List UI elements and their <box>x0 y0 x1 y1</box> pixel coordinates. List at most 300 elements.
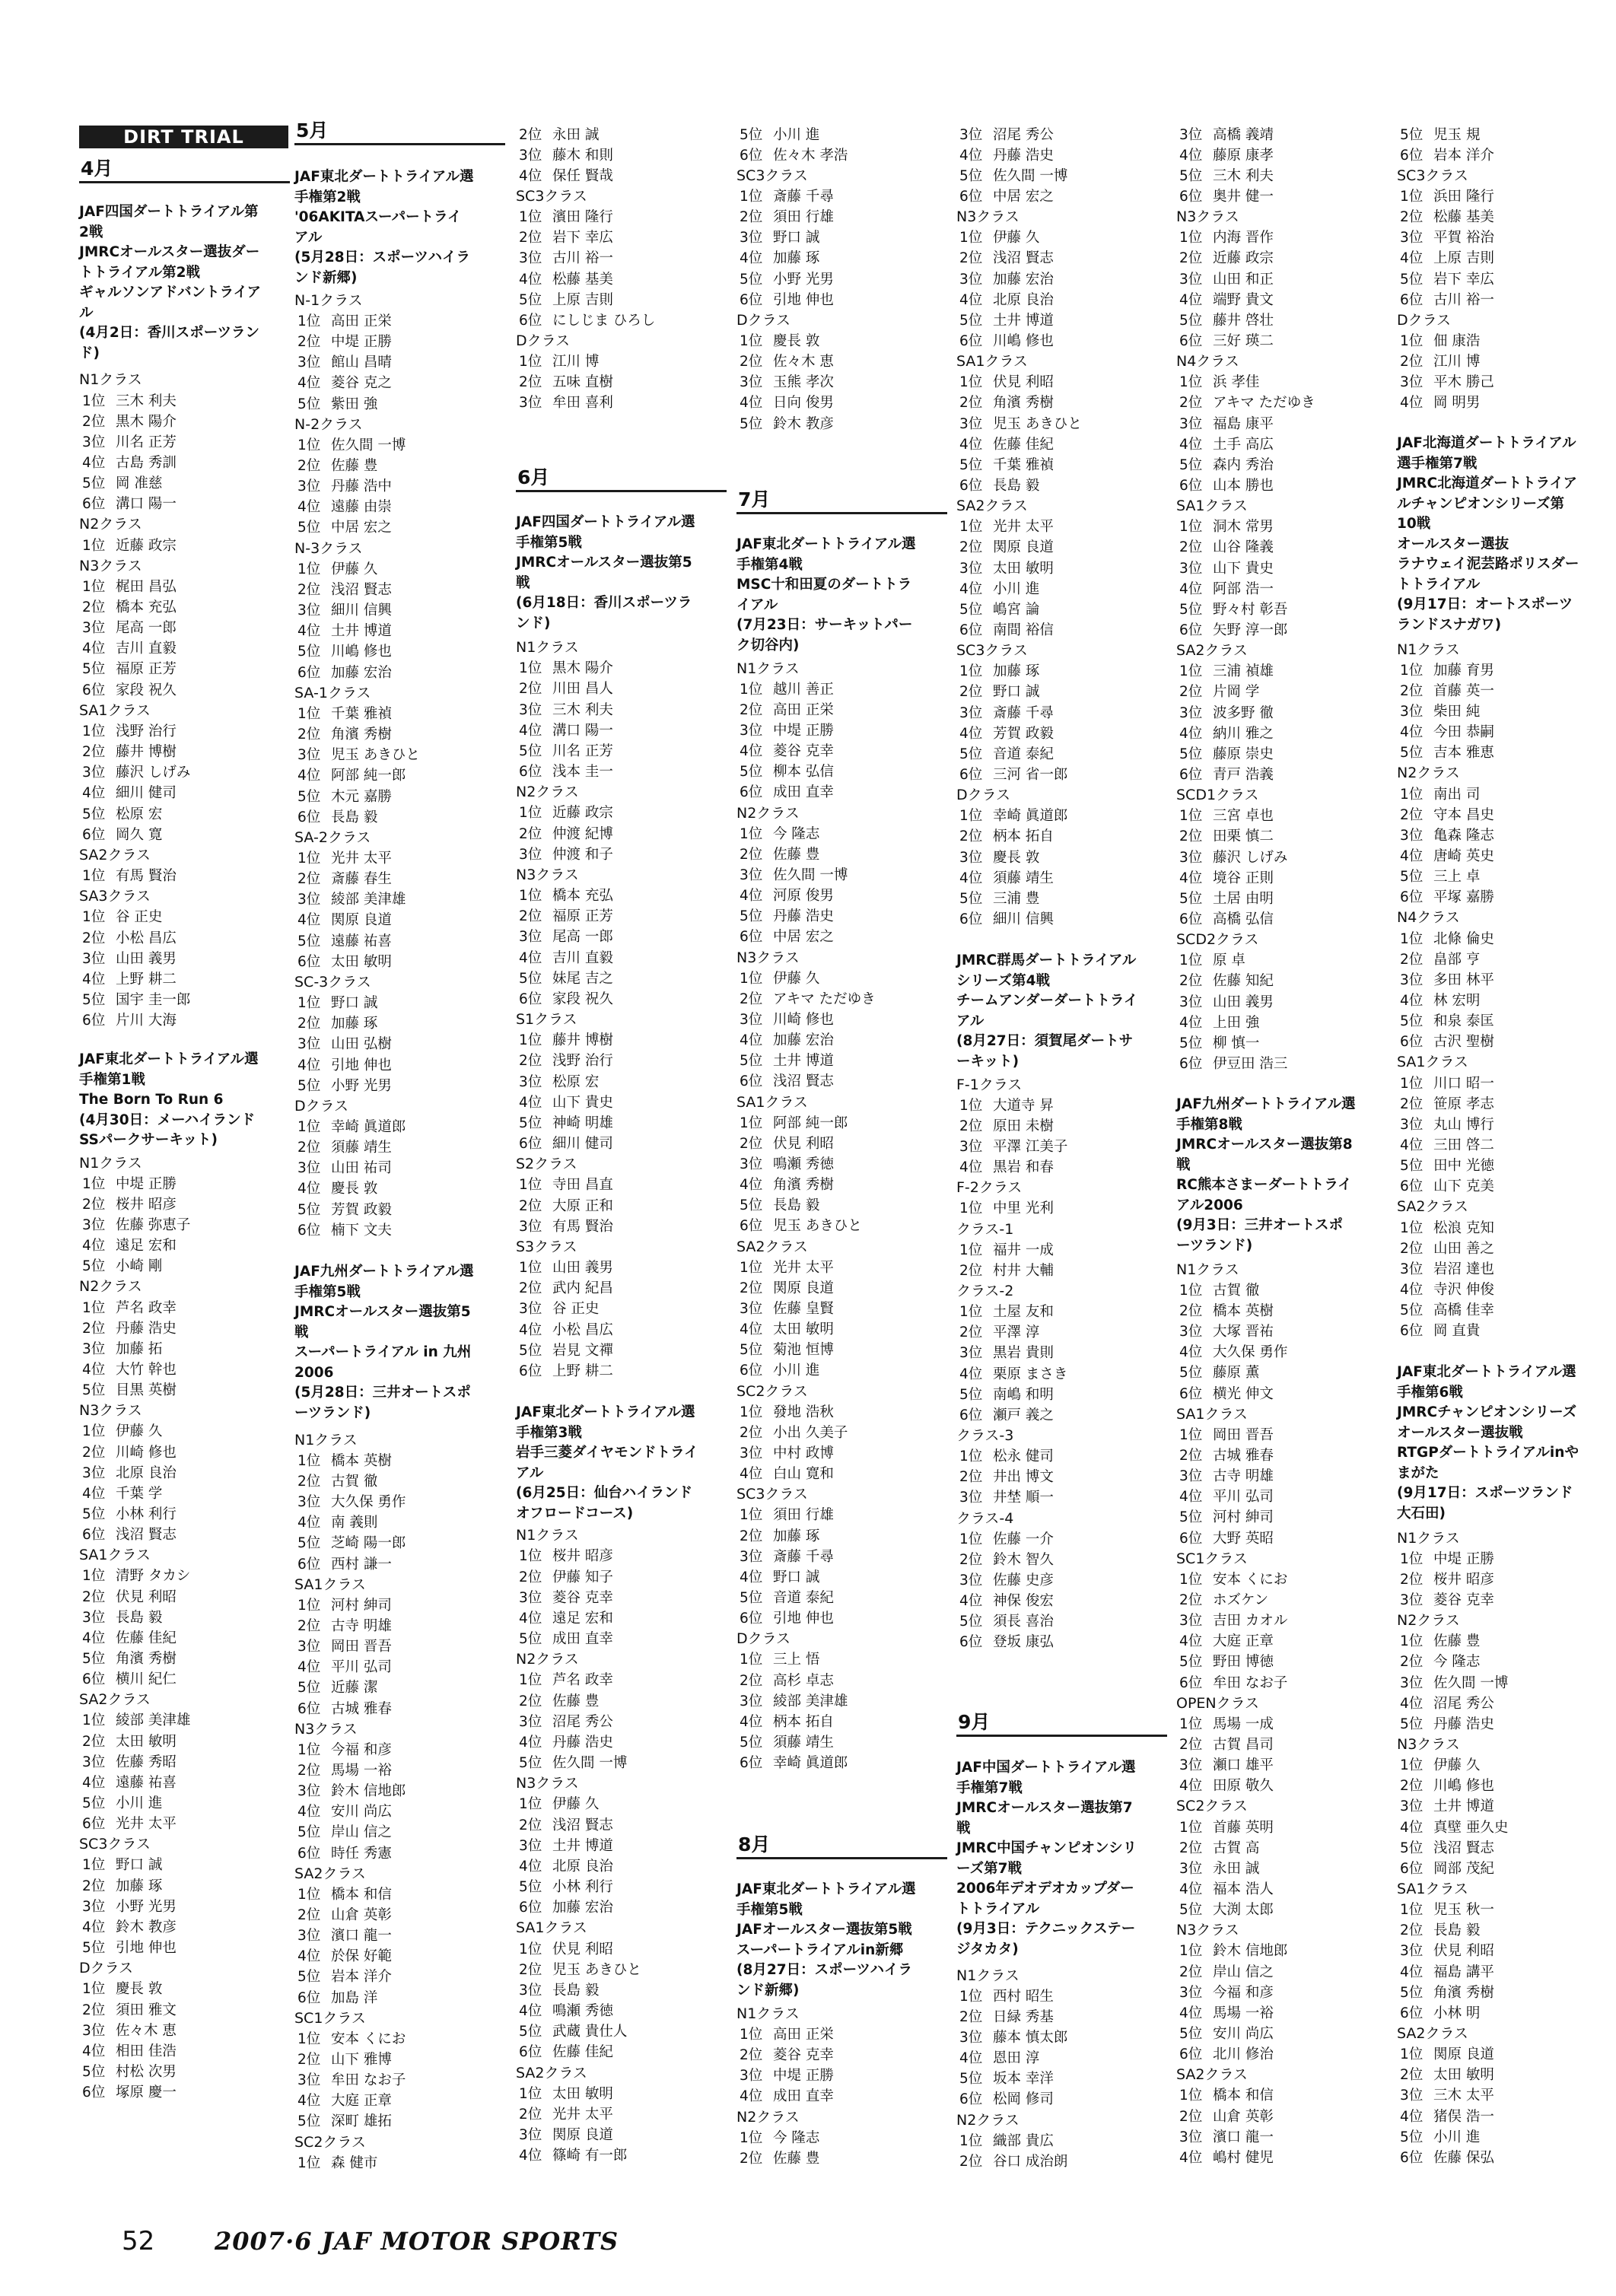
class-heading: Dクラス <box>516 332 571 349</box>
event-title-line: 戦 <box>516 574 530 591</box>
driver-name: 伊藤 久 <box>993 230 1040 246</box>
result-row <box>516 1299 725 1319</box>
event-title-line: MSC十和田夏のダートトラ <box>736 577 912 593</box>
result-position: 3位 <box>519 250 542 266</box>
result-position: 5位 <box>1400 1840 1424 1856</box>
result-position: 4位 <box>1400 993 1424 1009</box>
event-title <box>79 202 288 364</box>
driver-name: 白山 寛和 <box>773 1466 834 1482</box>
result-position: 5位 <box>519 971 542 987</box>
result-row <box>956 166 1166 186</box>
result-row <box>956 826 1166 847</box>
result-position: 4位 <box>740 888 763 904</box>
result-row <box>516 1546 725 1566</box>
event-title-line: (8月27日：スポーツハイラ <box>736 1962 912 1978</box>
event-title <box>956 1758 1166 1960</box>
result-position: 1位 <box>1400 1757 1424 1773</box>
driver-name: 江川 博 <box>1433 354 1481 370</box>
result-position: 1位 <box>1179 230 1203 246</box>
event-title-line: イアル <box>736 596 778 613</box>
driver-name: 北川 修治 <box>1213 2046 1274 2062</box>
result-position: 2位 <box>1179 1592 1203 1608</box>
result-row <box>294 517 504 538</box>
driver-name: 野田 博徳 <box>1213 1654 1274 1670</box>
driver-name: 関原 良道 <box>1433 2046 1494 2062</box>
result-row <box>956 1322 1166 1343</box>
driver-name: 日緑 秀基 <box>993 2009 1054 2025</box>
result-row <box>956 2089 1166 2110</box>
driver-name: 馬場 一裕 <box>1213 2005 1274 2021</box>
result-row <box>956 248 1166 269</box>
result-position: 5位 <box>740 764 763 780</box>
result-position: 6位 <box>297 809 321 825</box>
class-heading: SA1クラス <box>1176 1406 1248 1423</box>
result-row <box>1176 2148 1385 2168</box>
driver-name: 遠足 宏和 <box>116 1238 177 1254</box>
driver-name: 土井 博道 <box>773 1053 834 1069</box>
driver-name: 光井 太平 <box>552 2107 613 2123</box>
driver-name: 三田 啓二 <box>1433 1137 1494 1153</box>
driver-name: 野口 誠 <box>773 1569 820 1585</box>
driver-name: 谷 正史 <box>116 909 163 925</box>
event-title-line: トトライアル <box>1397 576 1481 593</box>
result-row <box>1397 2044 1606 2065</box>
class-heading: SA-1クラス <box>294 685 371 701</box>
event-title-line: ギャルソンアドバントライア <box>79 285 262 301</box>
driver-name: 幸崎 眞道郎 <box>993 808 1068 824</box>
driver-name: 河村 紳司 <box>331 1598 392 1614</box>
result-row <box>79 804 288 825</box>
result-row <box>736 1671 946 1691</box>
driver-name: 芳賀 政毅 <box>993 726 1054 742</box>
result-row <box>294 600 504 621</box>
driver-name: 引地 伸也 <box>773 292 834 308</box>
result-row <box>79 1215 288 1235</box>
driver-name: 河原 俊男 <box>773 888 834 904</box>
result-position: 1位 <box>519 209 542 225</box>
driver-name: 綾部 美津雄 <box>331 892 406 908</box>
class-heading: SC-3クラス <box>294 974 371 991</box>
result-row <box>1176 1879 1385 1900</box>
result-row <box>294 641 504 662</box>
result-row <box>516 762 725 782</box>
event-title-line: (5月28日：三井オートスポ <box>294 1385 471 1401</box>
result-position: 1位 <box>1179 1572 1203 1588</box>
result-row <box>1176 2044 1385 2065</box>
result-position: 1位 <box>1179 808 1203 824</box>
result-row <box>516 1567 725 1588</box>
class-heading: N3クラス <box>956 208 1020 225</box>
driver-name: 山下 貴史 <box>1213 561 1274 577</box>
result-row <box>79 494 288 514</box>
result-position: 6位 <box>959 1407 983 1423</box>
result-row <box>516 1856 725 1877</box>
result-row <box>516 166 725 186</box>
driver-name: 小川 進 <box>1433 2129 1481 2145</box>
driver-name: 光井 太平 <box>331 851 392 867</box>
driver-name: 村松 次男 <box>116 2064 177 2080</box>
result-row <box>516 145 725 166</box>
result-position: 3位 <box>519 2127 542 2143</box>
result-position: 1位 <box>740 1260 763 1276</box>
driver-name: 上野 耕二 <box>116 972 177 987</box>
result-row <box>516 700 725 720</box>
class-heading: SC3クラス <box>1397 167 1468 184</box>
result-row <box>956 331 1166 351</box>
result-row <box>1176 744 1385 765</box>
result-position: 5位 <box>1400 1716 1424 1732</box>
result-position: 3位 <box>82 1341 106 1357</box>
driver-name: 三上 卓 <box>1433 869 1481 885</box>
result-position: 4位 <box>297 1057 321 1073</box>
result-row <box>1397 1011 1606 1032</box>
result-row <box>1176 186 1385 207</box>
driver-name: 中村 政博 <box>773 1445 834 1461</box>
event-title-line: 2006年デオデオカップダー <box>956 1881 1134 1897</box>
class-heading: SCD1クラス <box>1176 787 1259 803</box>
class-heading: N1クラス <box>1176 1261 1239 1278</box>
result-position: 2位 <box>82 1734 106 1750</box>
result-row <box>1176 1425 1385 1445</box>
result-row <box>1397 2107 1606 2127</box>
class-heading: N1クラス <box>516 639 579 656</box>
event-title-line: (6月25日：仙台ハイランド <box>516 1485 693 1501</box>
result-position: 2位 <box>1400 1241 1424 1257</box>
driver-name: 高田 正栄 <box>773 702 834 718</box>
result-position: 3位 <box>82 1465 106 1481</box>
result-row <box>79 432 288 453</box>
result-position: 3位 <box>740 1549 763 1565</box>
result-row <box>516 248 725 269</box>
event-title-line: 手権第5戦 <box>736 1901 803 1918</box>
result-position: 2位 <box>82 1445 106 1461</box>
driver-name: 平澤 淳 <box>993 1324 1040 1340</box>
result-row <box>1397 825 1606 846</box>
driver-name: 小松 昌広 <box>552 1322 613 1338</box>
driver-name: 加藤 琢 <box>116 1878 163 1894</box>
result-row <box>294 1677 504 1698</box>
magazine-footer: 2007·6 JAF MOTOR SPORTS <box>215 2227 619 2256</box>
result-position: 2位 <box>740 209 763 225</box>
result-position: 2位 <box>959 1469 983 1485</box>
driver-name: 嶋宮 論 <box>993 602 1040 618</box>
driver-name: 森内 秀治 <box>1213 457 1274 473</box>
result-position: 6位 <box>1179 333 1203 349</box>
event-title-line: アル <box>294 229 323 246</box>
result-row <box>294 1158 504 1178</box>
event-title-line: (6月18日：香川スポーツラ <box>516 595 692 611</box>
driver-name: 小崎 剛 <box>116 1258 163 1274</box>
result-row <box>1397 1983 1606 2003</box>
result-row <box>1397 660 1606 681</box>
result-position: 4位 <box>1179 437 1203 453</box>
result-row <box>516 2021 725 2042</box>
driver-name: 佐々木 恵 <box>116 2023 177 2039</box>
result-row <box>79 1010 288 1031</box>
result-position: 2位 <box>1179 973 1203 989</box>
result-position: 3位 <box>1179 272 1203 288</box>
result-position: 2位 <box>959 1263 983 1279</box>
result-row <box>294 1699 504 1719</box>
result-position: 1位 <box>519 354 542 370</box>
result-position: 2位 <box>959 1552 983 1568</box>
result-row <box>79 1814 288 1834</box>
driver-name: 土井 博道 <box>331 623 392 639</box>
class-heading: SA1クラス <box>1397 1054 1468 1070</box>
result-row <box>516 1960 725 1980</box>
driver-name: 土井 博道 <box>993 313 1054 329</box>
result-row <box>516 2084 725 2104</box>
driver-name: 国宇 圭一郎 <box>116 992 191 1008</box>
result-position: 5位 <box>297 520 321 536</box>
result-row <box>516 948 725 968</box>
event-title <box>1176 1095 1385 1256</box>
driver-name: 納川 雅之 <box>1213 726 1274 742</box>
result-row <box>1397 743 1606 763</box>
driver-name: 佐藤 豊 <box>773 847 820 863</box>
result-row <box>736 886 946 906</box>
driver-name: 芦名 政幸 <box>116 1300 177 1316</box>
result-position: 5位 <box>740 908 763 924</box>
driver-name: 菊池 恒博 <box>773 1342 834 1358</box>
result-row <box>79 1938 288 1958</box>
result-row <box>79 536 288 556</box>
result-position: 2位 <box>82 744 106 760</box>
result-position: 2位 <box>82 1321 106 1337</box>
class-heading: SA1クラス <box>956 353 1028 370</box>
result-row <box>294 1451 504 1471</box>
driver-name: 川嶋 修也 <box>1433 1778 1494 1794</box>
driver-name: 中堤 正勝 <box>773 2068 834 2084</box>
result-row <box>1397 681 1606 701</box>
result-row <box>79 1855 288 1875</box>
result-position: 1位 <box>1179 1820 1203 1836</box>
result-row <box>1176 1384 1385 1404</box>
result-position: 2位 <box>519 127 542 143</box>
class-heading: SA2クラス <box>1176 2066 1248 2083</box>
driver-name: 芳賀 政毅 <box>331 1202 392 1218</box>
class-heading: N1クラス <box>79 371 142 388</box>
result-row <box>516 290 725 310</box>
driver-name: 平川 弘司 <box>1213 1489 1274 1505</box>
driver-name: 児玉 あきひと <box>552 1962 641 1978</box>
result-row <box>516 1051 725 1071</box>
driver-name: 古賀 徹 <box>331 1474 378 1490</box>
result-row <box>1397 331 1606 351</box>
result-position: 1位 <box>519 1941 542 1957</box>
result-row <box>1397 1115 1606 1135</box>
result-row <box>1176 290 1385 310</box>
driver-name: 登坂 康弘 <box>993 1634 1054 1650</box>
result-row <box>736 1443 946 1464</box>
result-row <box>294 2050 504 2070</box>
result-row <box>516 269 725 290</box>
driver-name: 首藤 英一 <box>1433 683 1494 699</box>
driver-name: 平木 勝己 <box>1433 374 1494 390</box>
driver-name: 有馬 賢治 <box>552 1219 613 1235</box>
result-position: 4位 <box>1400 395 1424 411</box>
result-row <box>1176 1652 1385 1672</box>
class-heading: N4クラス <box>1397 909 1460 926</box>
class-heading: SA3クラス <box>79 888 151 905</box>
result-row <box>516 1258 725 1278</box>
result-row <box>294 848 504 869</box>
result-position: 2位 <box>1179 1448 1203 1464</box>
result-row <box>294 1760 504 1781</box>
result-row <box>1397 1755 1606 1776</box>
driver-name: 永田 誠 <box>1213 1861 1260 1877</box>
result-row <box>294 1802 504 1822</box>
class-heading: Dクラス <box>79 1960 134 1976</box>
result-row <box>516 2001 725 2021</box>
driver-name: 尾高 一郎 <box>552 929 613 945</box>
driver-name: 松原 宏 <box>552 1074 600 1090</box>
result-position: 1位 <box>959 1989 983 2005</box>
class-heading: N1クラス <box>1397 1530 1460 1547</box>
result-row <box>956 1137 1166 1157</box>
result-position: 1位 <box>82 868 106 884</box>
driver-name: 佐藤 豊 <box>773 2151 820 2167</box>
result-row <box>516 1361 725 1382</box>
driver-name: 大野 英昭 <box>1213 1531 1274 1547</box>
driver-name: 佐久間 一博 <box>993 168 1068 184</box>
class-heading: N3クラス <box>516 1775 579 1792</box>
result-row <box>1176 248 1385 269</box>
driver-name: 塚原 慶一 <box>116 2085 177 2100</box>
result-row <box>79 1628 288 1649</box>
event-title-line: 手権第5戦 <box>294 1283 361 1300</box>
event-title-line: ーズ第7戦 <box>956 1860 1022 1877</box>
driver-name: 丹藤 浩史 <box>773 908 834 924</box>
driver-name: 田栗 慎二 <box>1213 828 1274 844</box>
driver-name: 矢野 淳一郎 <box>1213 622 1288 638</box>
result-row <box>1176 682 1385 702</box>
event-title-line: スーパートライアルin新郷 <box>736 1941 904 1958</box>
class-heading: F-2クラス <box>956 1179 1023 1196</box>
class-heading: SC2クラス <box>294 2134 366 2151</box>
result-position: 3位 <box>959 850 983 866</box>
driver-name: 越川 善正 <box>773 682 834 698</box>
result-position: 2位 <box>1400 1096 1424 1112</box>
result-position: 4位 <box>519 723 542 739</box>
result-row <box>956 1096 1166 1116</box>
result-row <box>294 352 504 373</box>
result-position: 4位 <box>1400 1282 1424 1298</box>
driver-name: 端野 貴文 <box>1213 292 1274 308</box>
driver-name: 大塚 晋祐 <box>1213 1324 1274 1340</box>
driver-name: 三木 利夫 <box>116 393 177 409</box>
driver-name: 山田 義男 <box>1213 994 1274 1010</box>
event-title-line: JAF東北ダートトライアル選 <box>294 169 474 185</box>
page-number: 52 <box>122 2226 155 2256</box>
result-row <box>736 1278 946 1299</box>
result-position: 1位 <box>1400 1220 1424 1236</box>
result-row <box>516 393 725 413</box>
result-position: 2位 <box>297 334 321 350</box>
result-position: 6位 <box>1179 189 1203 205</box>
result-row <box>1397 2127 1606 2148</box>
driver-name: 長島 毅 <box>552 1983 600 1999</box>
result-row <box>294 745 504 765</box>
result-position: 5位 <box>1400 1985 1424 2001</box>
result-row <box>79 618 288 638</box>
driver-name: 伊藤 知子 <box>552 1569 613 1585</box>
result-row <box>736 1030 946 1051</box>
result-row <box>294 1657 504 1677</box>
result-position: 5位 <box>959 2071 983 2087</box>
result-position: 2位 <box>519 2107 542 2123</box>
result-position: 2位 <box>1400 952 1424 968</box>
result-position: 4位 <box>959 292 983 308</box>
driver-name: 藤原 薫 <box>1213 1365 1260 1381</box>
event-title-line: (9月17日：スポーツランド <box>1397 1485 1573 1501</box>
driver-name: 藤本 慎太郎 <box>993 2030 1068 2046</box>
driver-name: 大庭 正章 <box>1213 1633 1274 1649</box>
result-row <box>294 373 504 393</box>
result-position: 5位 <box>1179 891 1203 907</box>
driver-name: 三木 利夫 <box>1213 168 1274 184</box>
result-row <box>1176 1033 1385 1054</box>
result-row <box>294 952 504 972</box>
driver-name: 千葉 学 <box>116 1486 163 1502</box>
driver-name: 関原 良道 <box>773 1280 834 1296</box>
result-row <box>956 1343 1166 1363</box>
driver-name: 佐藤 秀昭 <box>116 1754 177 1770</box>
driver-name: 横光 伸文 <box>1213 1386 1274 1402</box>
result-row <box>736 1134 946 1154</box>
driver-name: 佐藤 豊 <box>331 458 378 474</box>
driver-name: 佐々木 恵 <box>773 354 834 370</box>
driver-name: 江川 博 <box>552 354 600 370</box>
result-row <box>956 1591 1166 1611</box>
result-position: 5位 <box>1179 1509 1203 1525</box>
driver-name: 恩田 淳 <box>993 2050 1040 2066</box>
result-row <box>294 1905 504 1926</box>
driver-name: 中堤 正勝 <box>1433 1551 1494 1567</box>
driver-name: 橋本 充弘 <box>116 599 177 615</box>
result-position: 4位 <box>1179 1881 1203 1897</box>
driver-name: 川口 昭一 <box>1433 1076 1494 1092</box>
driver-name: 井埜 順一 <box>993 1490 1054 1506</box>
result-position: 3位 <box>519 929 542 945</box>
result-position: 1位 <box>1179 1943 1203 1959</box>
result-position: 3位 <box>1400 1798 1424 1814</box>
class-heading: Dクラス <box>294 1098 349 1115</box>
driver-name: 岩本 洋介 <box>1433 148 1494 164</box>
driver-name: 千葉 雅禎 <box>993 457 1054 473</box>
result-row <box>1397 1280 1606 1300</box>
result-position: 6位 <box>82 827 106 843</box>
result-row <box>516 1278 725 1299</box>
driver-name: 長島 毅 <box>116 1610 163 1626</box>
driver-name: 加藤 琢 <box>773 1528 820 1544</box>
driver-name: 長島 毅 <box>331 809 378 825</box>
result-position: 4位 <box>297 499 321 515</box>
driver-name: 猪俣 浩一 <box>1433 2109 1494 2125</box>
class-heading: S1クラス <box>516 1011 577 1028</box>
class-heading: SA1クラス <box>1176 498 1248 514</box>
class-heading: OPENクラス <box>1176 1695 1260 1712</box>
result-row <box>1397 970 1606 991</box>
result-position: 3位 <box>1400 1117 1424 1133</box>
driver-name: 安川 尚広 <box>1213 2026 1274 2042</box>
result-position: 5位 <box>297 1202 321 1218</box>
driver-name: 佐藤 豊 <box>552 1693 600 1709</box>
driver-name: 幸崎 眞道郎 <box>773 1755 848 1771</box>
result-row <box>736 1423 946 1443</box>
driver-name: 高橋 義靖 <box>1213 127 1274 143</box>
result-position: 1位 <box>297 313 321 329</box>
